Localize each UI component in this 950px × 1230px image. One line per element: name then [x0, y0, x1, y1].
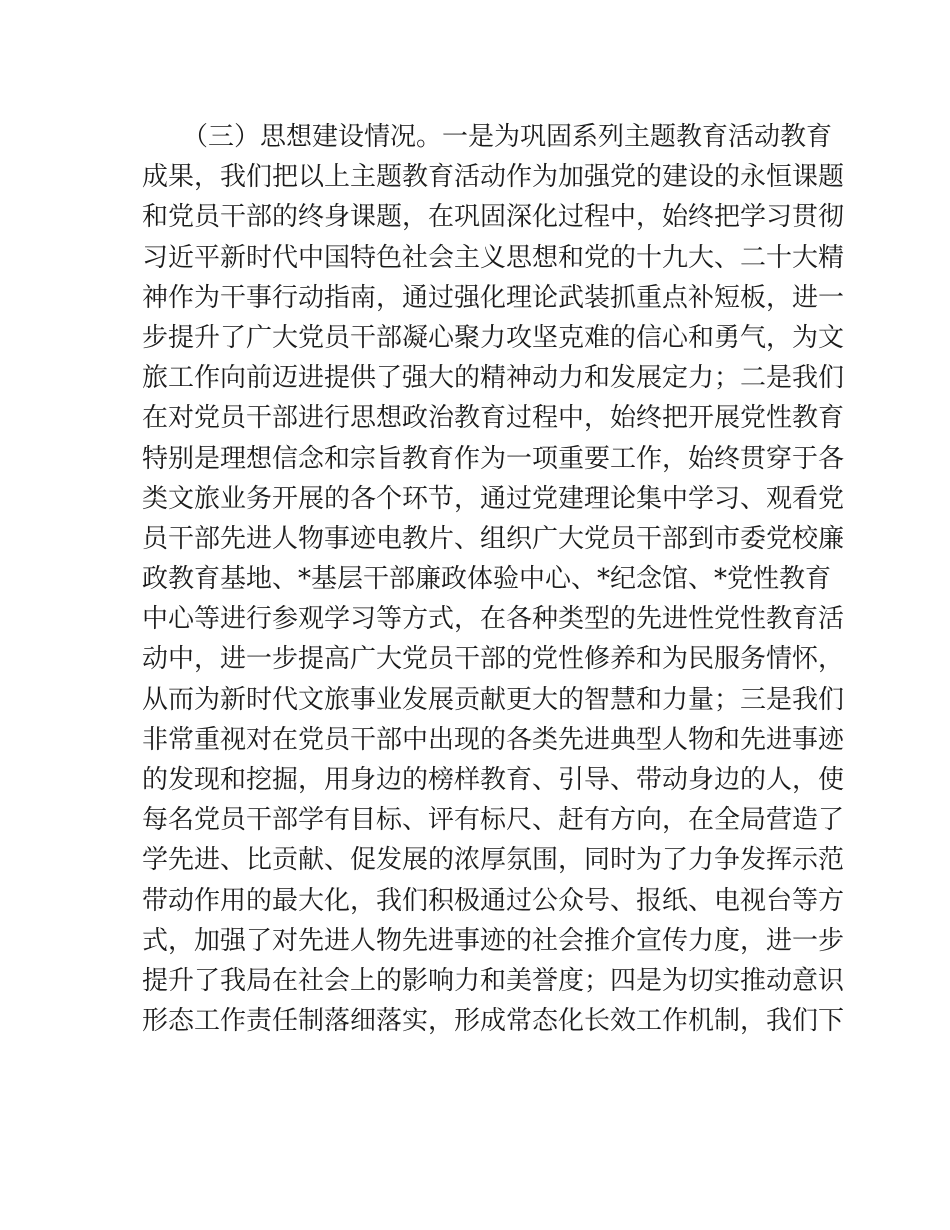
text-line: 式，加强了对先进人物先进事迹的社会推介宣传力度，进一步 [142, 925, 845, 956]
text-line: 学先进、比贡献、促发展的浓厚氛围，同时为了力争发挥示范 [142, 845, 845, 876]
text-line: 提升了我局在社会上的影响力和美誉度；四是为切实推动意识 [142, 965, 845, 996]
text-line: 每名党员干部学有目标、评有标尺、赶有方向，在全局营造了 [142, 805, 845, 836]
text-line: 中心等进行参观学习等方式，在各种类型的先进性党性教育活 [142, 604, 845, 635]
text-line: 旅工作向前迈进提供了强大的精神动力和发展定力；二是我们 [142, 363, 845, 394]
text-line: 习近平新时代中国特色社会主义思想和党的十九大、二十大精 [142, 242, 845, 273]
text-line: 类文旅业务开展的各个环节，通过党建理论集中学习、观看党 [142, 483, 845, 514]
text-line: 的发现和挖掘，用身边的榜样教育、引导、带动身边的人，使 [142, 765, 845, 795]
text-line: 政教育基地、*基层干部廉政体验中心、*纪念馆、*党性教育 [142, 564, 832, 595]
text-line: 形态工作责任制落细落实，形成常态化长效工作机制，我们下 [142, 1006, 845, 1037]
text-line: 带动作用的最大化，我们积极通过公众号、报纸、电视台等方 [142, 885, 845, 916]
text-line: 从而为新时代文旅事业发展贡献更大的智慧和力量；三是我们 [142, 684, 845, 715]
text-line: 特别是理想信念和宗旨教育作为一项重要工作，始终贯穿于各 [142, 443, 845, 474]
text-line: 在对党员干部进行思想政治教育过程中，始终把开展党性教育 [142, 403, 845, 434]
text-line: 动中，进一步提高广大党员干部的党性修养和为民服务情怀， [142, 644, 845, 675]
text-line: 和党员干部的终身课题，在巩固深化过程中，始终把学习贯彻 [142, 202, 845, 233]
text-line: 员干部先进人物事迹电教片、组织广大党员干部到市委党校廉 [142, 523, 845, 554]
text-line: 成果，我们把以上主题教育活动作为加强党的建设的永恒课题 [142, 162, 845, 193]
text-line: （三）思想建设情况。一是为巩固系列主题教育活动教育 [182, 122, 833, 152]
body-paragraph [142, 117, 845, 1041]
text-line: 神作为干事行动指南，通过强化理论武装抓重点补短板，进一 [142, 282, 845, 313]
text-line: 步提升了广大党员干部凝心聚力攻坚克难的信心和勇气，为文 [142, 322, 845, 353]
text-line: 非常重视对在党员干部中出现的各类先进典型人物和先进事迹 [142, 724, 845, 755]
